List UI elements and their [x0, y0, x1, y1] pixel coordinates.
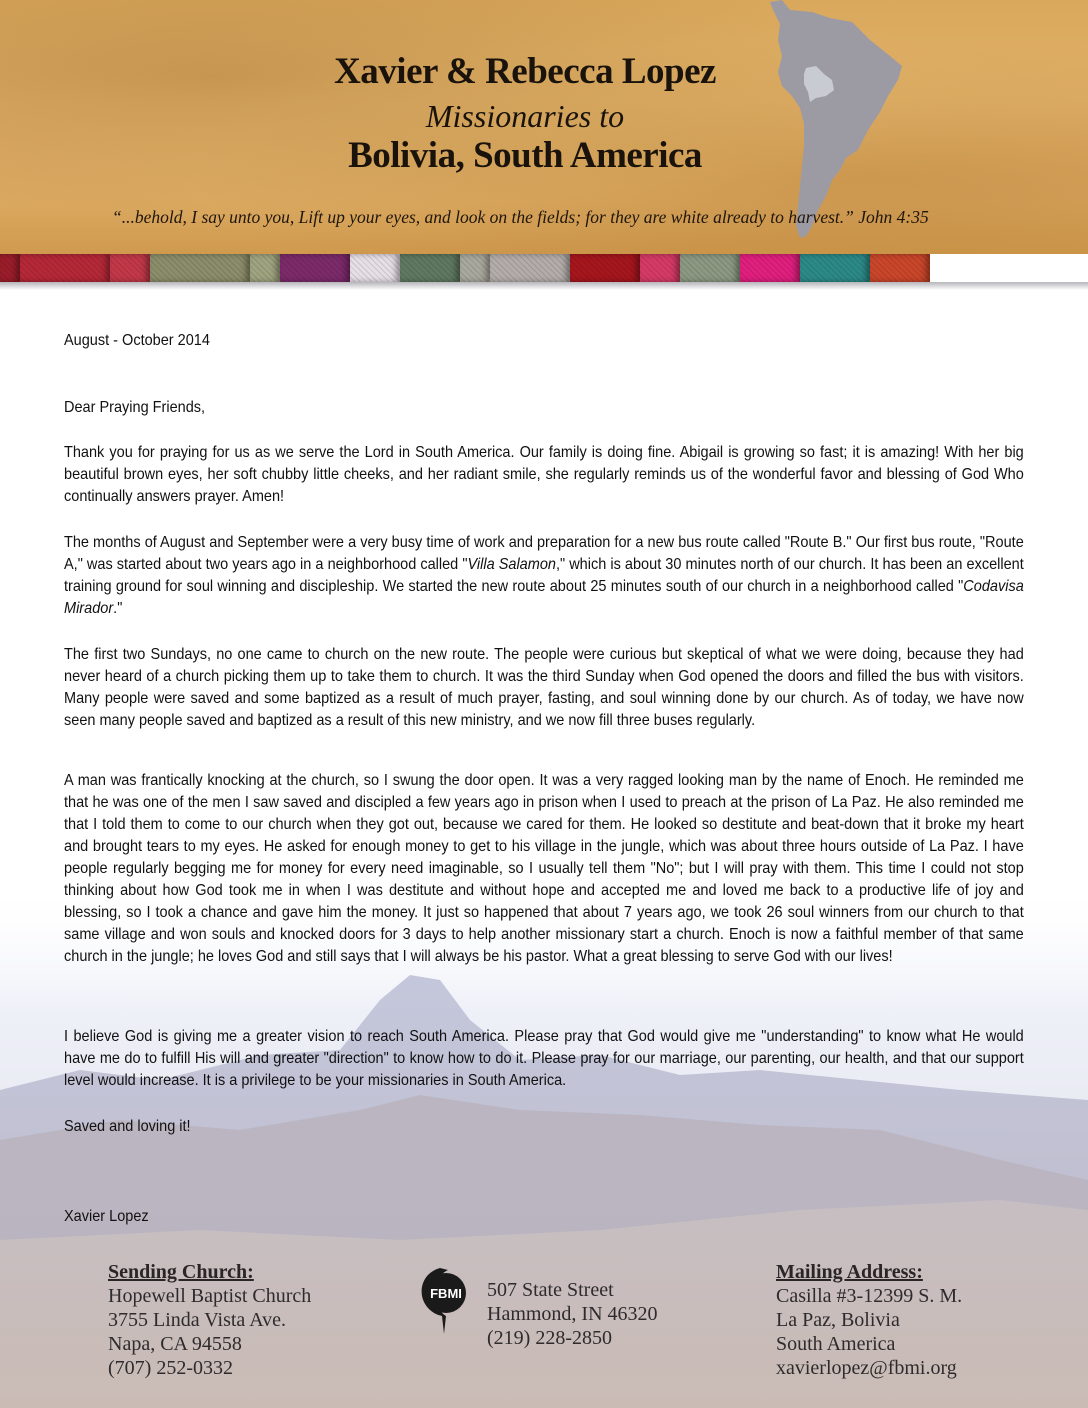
mailing-address-heading: Mailing Address:: [776, 1261, 923, 1283]
textile-roll: [20, 254, 110, 282]
fbmi-address-line: (219) 228-2850: [487, 1327, 612, 1349]
south-america-map-icon: [760, 0, 920, 240]
sending-church-line: Hopewell Baptist Church: [108, 1285, 312, 1307]
place-name: Codavisa Mirador: [64, 578, 1024, 617]
letter-date: August - October 2014: [64, 332, 210, 349]
textile-roll: [400, 254, 460, 282]
letter-closing: Saved and loving it!: [64, 1118, 191, 1135]
textile-roll: [0, 254, 20, 282]
sending-church-line: 3755 Linda Vista Ave.: [108, 1309, 287, 1331]
letter-signature: Xavier Lopez: [64, 1208, 149, 1225]
textile-roll: [280, 254, 350, 282]
letter-paragraph: [64, 532, 1024, 620]
letter-paragraph: The first two Sundays, no one came to church on the new route. The people were curious but skeptical of what we were doing, because they had never heard of a church picking them up to take them to church. It was the third Sunday when God opened the doors and filled the bus with visitors. Many people were saved and some baptized as a result of much prayer, fasting, and soul winning done by our church. As of today, we have now seen many people saved and baptized as a result of this new ministry, and we now fill three buses regularly.: [64, 646, 1024, 729]
mailing-address-line: Casilla #3-12399 S. M.: [776, 1285, 963, 1307]
banner-subtitle: Missionaries to: [425, 98, 625, 134]
mailing-email[interactable]: xavierlopez@fbmi.org: [776, 1357, 957, 1379]
letter-greeting: Dear Praying Friends,: [64, 399, 206, 416]
fbmi-address-line: Hammond, IN 46320: [487, 1303, 658, 1325]
para2-intro: The months of August and September were a very busy time of work and preparation for a new bus route called "Route B." Our first bus route, "Route A," was started about two years ago in a neighborhood called ": [64, 534, 1024, 573]
sending-church-block: [108, 1260, 311, 1380]
fbmi-address-line: 507 State Street: [487, 1279, 614, 1301]
textile-roll: [490, 254, 570, 282]
para2-middle: ," which is about 30 minutes north of our church. It has been an excellent training ground for soul winning and discipleship. We started the new route about 25 minutes south of our church in a neighborhood called ": [64, 556, 1024, 595]
sending-church-line: (707) 252-0332: [108, 1357, 233, 1379]
textile-roll: [570, 254, 640, 282]
textile-roll: [680, 254, 740, 282]
sending-church-heading: Sending Church:: [108, 1261, 254, 1283]
textile-roll: [640, 254, 680, 282]
fbmi-logo-icon: [418, 1266, 468, 1336]
banner-verse: “...behold, I say unto you, Lift up your eyes, and look on the fields; for they are white already to harvest.” John 4:35: [112, 207, 929, 227]
woven-textile-strip: [0, 254, 1088, 282]
letter-paragraph: A man was frantically knocking at the church, so I swung the door open. It was a very ragged looking man by the name of Enoch. He reminded me that he was one of the men I saw saved and discipled a few years ago in prison when I used to preach at the prison of La Paz. He also reminded me that I told them to come to our church when they got out, because we cared for them. He looked so destitute and beat-down that it broke my heart and brought tears to my eyes. He asked for enough money to get to his village in the jungle, which was about three hours outside of La Paz. I have people regularly begging me for money for every need imaginable, so I usually tell them "No"; but I will pray with them. This time I could not stop thinking about how God took me in when I was destitute and without hope and accepted me and loved me back to a productive life of joy and blessing, so I took a chance and gave him the money. It just so happened that about 7 years ago, we took 26 soul winners from our church to that same village and won souls and knocked doors for 3 days to help another missionary start a church. Enoch is now a faithful member of that same church in the jungle; he loves God and still says that I will always be his pastor. What a great blessing to serve God with our lives!: [64, 772, 1024, 965]
banner-title: Xavier & Rebecca Lopez: [334, 51, 716, 92]
letter-paragraph: I believe God is giving me a greater vision to reach South America. Please pray that God would give me "understanding" to know what He would have me do to fulfill His will and greater "direction" to know how to do it. Please pray for our marriage, our parenting, our health, and that our support level would increase. It is a privilege to be your missionaries in South America.: [64, 1028, 1024, 1089]
place-name: Villa Salamon: [467, 556, 556, 573]
south-america-shape: [770, 0, 902, 238]
textile-roll: [460, 254, 490, 282]
textile-roll: [870, 254, 930, 282]
textile-roll: [110, 254, 150, 282]
letter-paragraph: Thank you for praying for us as we serve the Lord in South America. Our family is doing fine. Abigail is growing so fast; it is amazing! With her big beautiful brown eyes, her soft chubby little cheeks, and her radiant smile, she regularly reminds us of the wonderful favor and blessing of God Who continually answers prayer. Amen!: [64, 444, 1024, 505]
header-banner: [0, 0, 1088, 254]
textile-roll: [250, 254, 280, 282]
mailing-address-line: South America: [776, 1333, 896, 1355]
logo-text: FBMI: [430, 1286, 462, 1301]
mailing-address-block: [776, 1260, 962, 1380]
banner-shadow: [0, 282, 1088, 290]
fbmi-address-block: [487, 1278, 658, 1350]
para2-end: .": [113, 600, 123, 617]
textile-roll: [350, 254, 400, 282]
textile-roll: [740, 254, 800, 282]
textile-roll: [150, 254, 250, 282]
sending-church-line: Napa, CA 94558: [108, 1333, 242, 1355]
mailing-address-line: La Paz, Bolivia: [776, 1309, 900, 1331]
banner-country: Bolivia, South America: [348, 135, 702, 176]
textile-roll: [800, 254, 870, 282]
